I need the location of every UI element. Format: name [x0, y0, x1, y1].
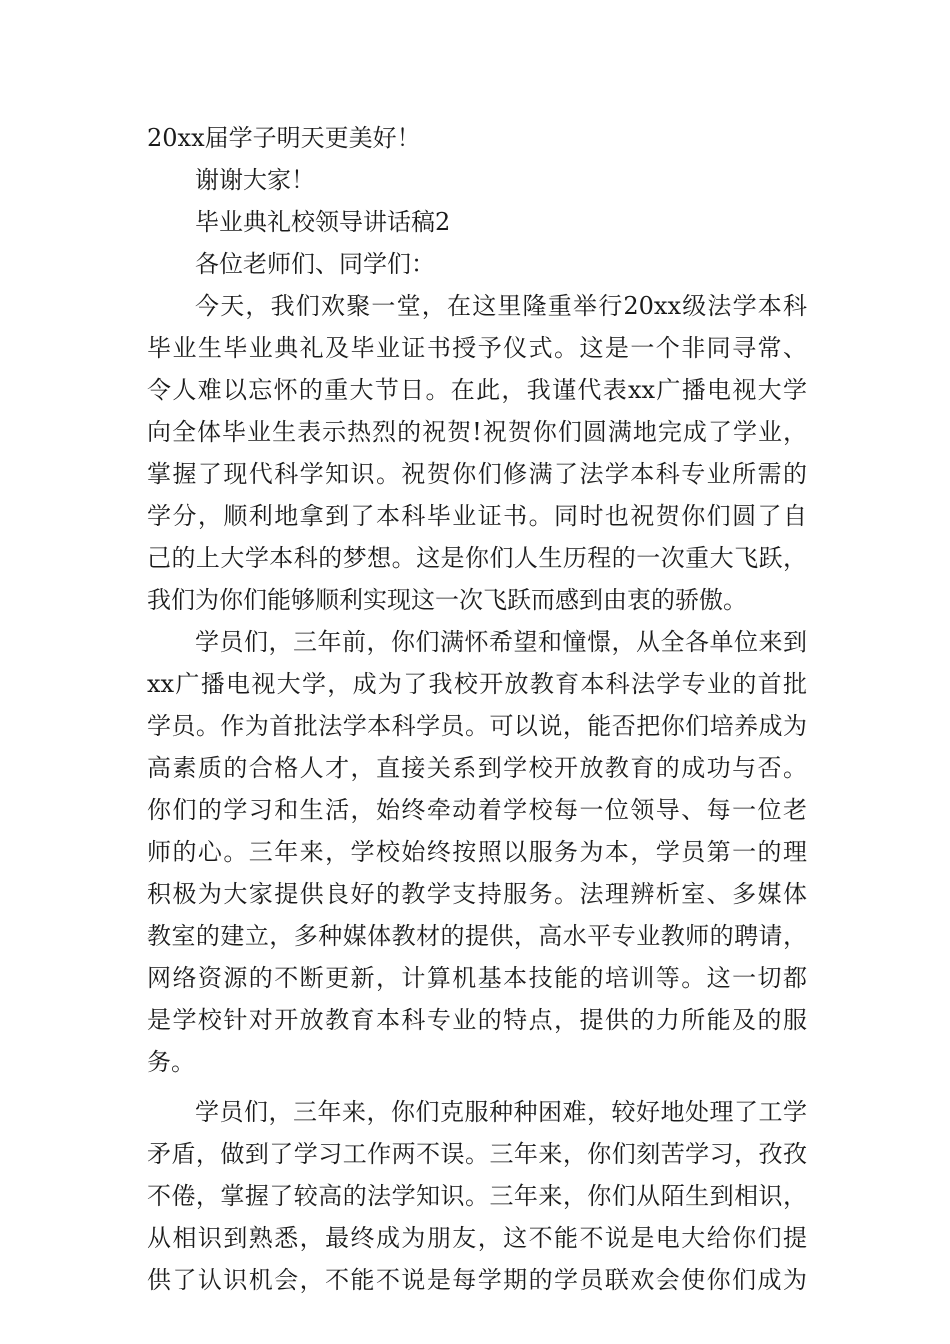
- text-line: 今天，我们欢聚一堂，在这里隆重举行20xx级法学本科: [195, 292, 807, 320]
- text-line: 从相识到熟悉，最终成为朋友，这不能不说是电大给你们提: [147, 1224, 807, 1252]
- text-line: 我们为你们能够顺利实现这一次飞跃而感到由衷的骄傲。: [147, 586, 747, 614]
- paragraph-gap: [147, 1083, 807, 1091]
- text-line: 学员。作为首批法学本科学员。可以说，能否把你们培养成为: [147, 712, 807, 740]
- text-line: 是学校针对开放教育本科专业的特点，提供的力所能及的服: [147, 1006, 807, 1034]
- text-line: 网络资源的不断更新，计算机基本技能的培训等。这一切都: [147, 964, 807, 992]
- text-line: 学员们，三年前，你们满怀希望和憧憬，从全各单位来到: [195, 628, 807, 656]
- text-line: 高素质的合格人才，直接关系到学校开放教育的成功与否。: [147, 754, 807, 782]
- salutation: 各位老师们、同学们：: [195, 250, 435, 278]
- section-title: 毕业典礼校领导讲话稿2: [195, 208, 451, 236]
- text-line: 掌握了现代科学知识。祝贺你们修满了法学本科专业所需的: [147, 460, 807, 488]
- document-body: [147, 117, 807, 1301]
- text-line: 不倦，掌握了较高的法学知识。三年来，你们从陌生到相识，: [147, 1182, 807, 1210]
- text-line: 谢谢大家！: [195, 166, 315, 194]
- text-line: 己的上大学本科的梦想。这是你们人生历程的一次重大飞跃，: [147, 544, 807, 572]
- text-line: 教室的建立，多种媒体教材的提供，高水平专业教师的聘请，: [147, 922, 807, 950]
- text-line: 师的心。三年来，学校始终按照以服务为本，学员第一的理: [147, 838, 807, 866]
- text-line: 供了认识机会，不能不说是每学期的学员联欢会使你们成为: [147, 1266, 807, 1294]
- text-line: 学分，顺利地拿到了本科毕业证书。同时也祝贺你们圆了自: [147, 502, 807, 530]
- text-line: xx广播电视大学，成为了我校开放教育本科法学专业的首批: [147, 670, 807, 698]
- text-line: 学员们，三年来，你们克服种种困难，较好地处理了工学: [195, 1098, 807, 1126]
- text-line: 20xx届学子明天更美好！: [147, 124, 421, 152]
- text-line: 积极为大家提供良好的教学支持服务。法理辨析室、多媒体: [147, 880, 807, 908]
- text-line: 务。: [147, 1048, 195, 1076]
- text-line: 令人难以忘怀的重大节日。在此，我谨代表xx广播电视大学: [147, 376, 807, 404]
- text-line: 矛盾，做到了学习工作两不误。三年来，你们刻苦学习，孜孜: [147, 1140, 807, 1168]
- text-line: 向全体毕业生表示热烈的祝贺!祝贺你们圆满地完成了学业，: [147, 418, 807, 446]
- text-line: 毕业生毕业典礼及毕业证书授予仪式。这是一个非同寻常、: [147, 334, 807, 362]
- text-line: 你们的学习和生活，始终牵动着学校每一位领导、每一位老: [147, 796, 807, 824]
